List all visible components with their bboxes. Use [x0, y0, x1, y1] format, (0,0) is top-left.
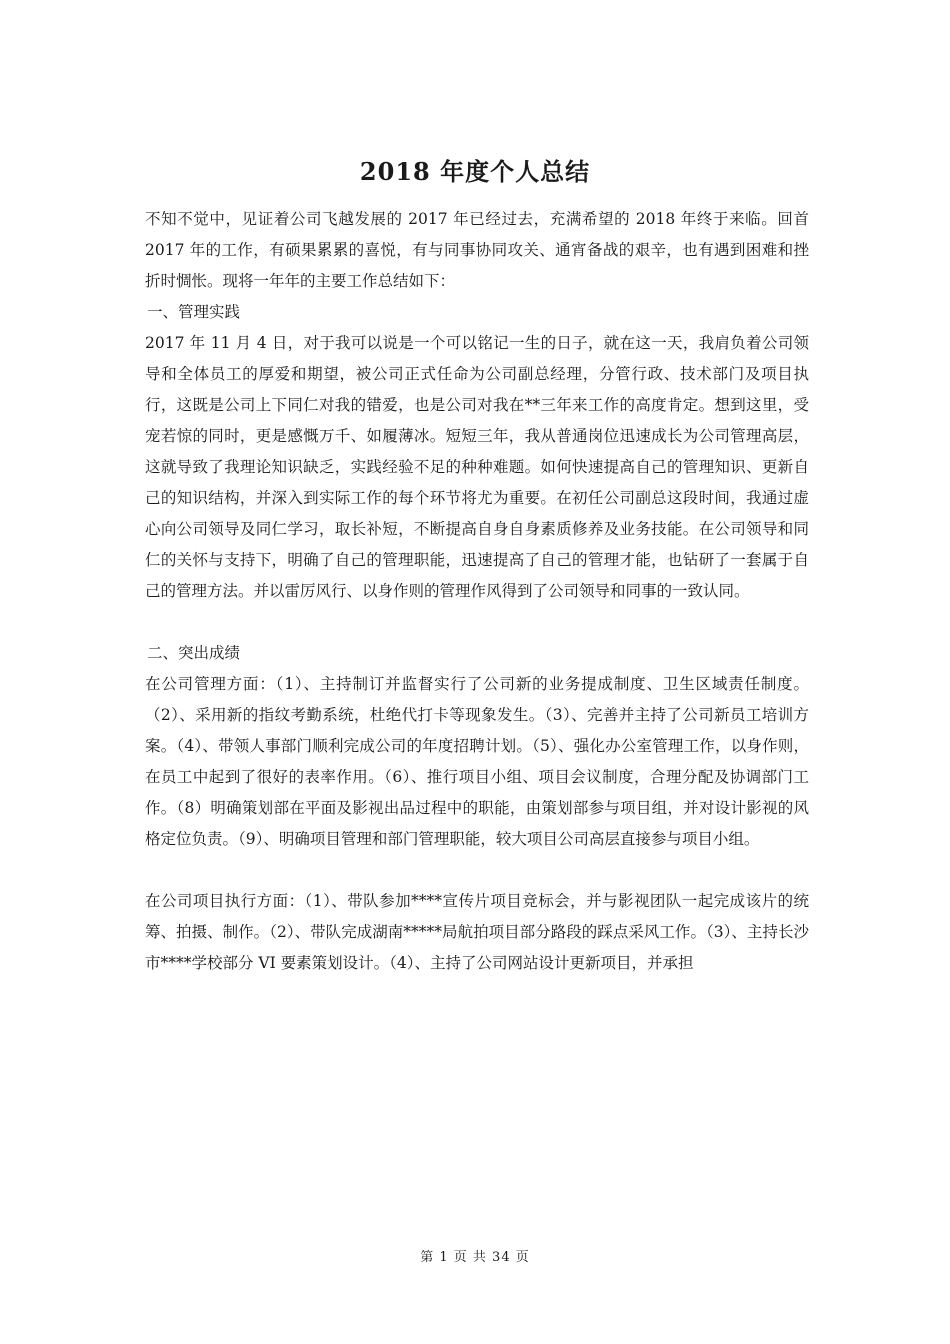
page-number-footer: 第 1 页 共 34 页: [420, 1250, 530, 1265]
paragraph-spacer: [145, 607, 809, 638]
management-paragraph: 2017 年 11 月 4 日，对于我可以说是一个可以铭记一生的日子，就在这一天，我肩负着公司领导和全体员工的厚爱和期望，被公司正式任命为公司副总经理，分管行政、技术部门及项目执行，这既是公司上下同仁对我的错爱，也是公司对我在**三年来工作的高度肯定。想到这里，受宠若惊的同时，更是感慨万千、如履薄冰。短短三年，我从普通岗位迅速成长为公司管理高层，这就导致了我理论知识缺乏，实践经验不足的种种难题。如何快速提高自己的管理知识、更新自己的知识结构，并深入到实际工作的每个环节将尤为重要。在初任公司副总这段时间，我通过虚心向公司领导及同仁学习，取长补短，不断提高自身自身素质修养及业务技能。在公司领导和同仁的关怀与支持下，明确了自己的管理职能，迅速提高了自己的管理才能，也钻研了一套属于自己的管理方法。并以雷厉风行、以身作则的管理作风得到了公司领导和同事的一致认同。: [145, 334, 809, 600]
section-heading-achievements: 二、突出成绩: [147, 644, 241, 662]
achievements-paragraph-projects: 在公司项目执行方面：（1）、带队参加****宣传片项目竞标会，并与影视团队一起完成该片的统筹、拍摄、制作。（2）、带队完成湖南*****局航拍项目部分路段的踩点采风工作。（3）、主持长沙市****学校部分 VI 要素策划设计。（4）、主持了公司网站设计更新项目，并承担: [145, 892, 809, 972]
section-heading-management: 一、管理实践: [147, 303, 241, 321]
paragraph-spacer: [145, 855, 809, 886]
document-title: 2018 年度个人总结: [359, 157, 591, 186]
document-body: [145, 204, 809, 979]
intro-paragraph: 不知不觉中，见证着公司飞越发展的 2017 年已经过去，充满希望的 2018 年终于来临。回首 2017 年的工作，有硕果累累的喜悦，有与同事协同攻关、通宵备战的艰辛，也有遇到困难和挫折时惆怅。现将一年年的主要工作总结如下：: [145, 210, 809, 290]
achievements-paragraph-management: 在公司管理方面：（1）、主持制订并监督实行了公司新的业务提成制度、卫生区域责任制度。（2）、采用新的指纹考勤系统，杜绝代打卡等现象发生。（3）、完善并主持了公司新员工培训方案。（4）、带领人事部门顺利完成公司的年度招聘计划。（5）、强化办公室管理工作，以身作则，在员工中起到了很好的表率作用。（6）、推行项目小组、项目会议制度，合理分配及协调部门工作。（8）明确策划部在平面及影视出品过程中的职能，由策划部参与项目组，并对设计影视的风格定位负责。（9）、明确项目管理和部门管理职能，较大项目公司高层直接参与项目小组。: [145, 675, 809, 848]
